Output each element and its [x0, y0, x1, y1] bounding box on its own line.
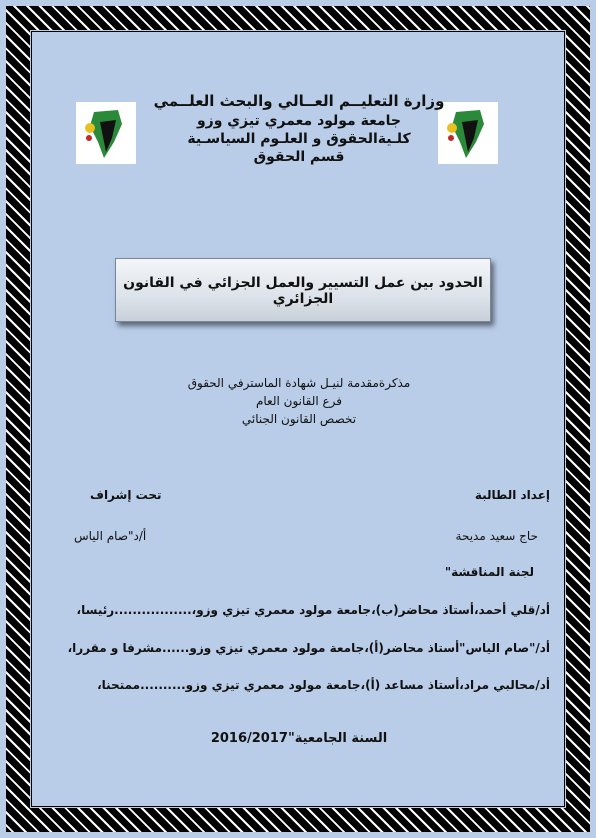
- supervisor-label: تحت إشراف: [90, 488, 162, 502]
- supervisor-name: أ/د"صام الياس: [74, 529, 147, 543]
- prepared-by-label: إعداد الطالبة: [474, 488, 550, 502]
- department-name: قسم الحقوق: [253, 149, 345, 165]
- committee-member: أد/قلي أحمد،أستاذ محاضر(ب)،جامعة مولود معمري تيزي وزو،.................رئيسا،: [76, 603, 550, 617]
- university-name: جامعة مولود معمري تيزي وزو: [196, 113, 402, 129]
- thesis-title: الحدود بين عمل التسيير والعمل الجزائي في القانون الجزائري: [123, 275, 483, 307]
- thesis-title-box: [115, 258, 491, 322]
- committee-label: لجنة المناقشة": [444, 565, 534, 579]
- student-name: حاج سعيد مديحة: [455, 529, 538, 543]
- academic-year: السنة الجامعية"2016/2017: [210, 731, 388, 746]
- subtitle-specialty: تخصص القانون الجنائي: [241, 412, 357, 426]
- committee-member: أد/"صام الياس"أستاذ محاضر(أ)،جامعة مولود معمري تيزي وزو......مشرفا و مقررا،: [67, 641, 550, 655]
- committee-member: أد/محالبي مراد،أستاذ مساعد (أ)،جامعة مولود معمري تيزي وزو..........ممتحنا،: [97, 678, 550, 692]
- ministry-name: وزارة التعليــم العــالي والبحث العلــمي: [153, 92, 445, 110]
- cover-page: [31, 31, 565, 807]
- faculty-name: كلـيةالحقوق و العلـوم السياسـية: [187, 131, 411, 147]
- subtitle-degree: مذكرةمقدمة لنيـل شهادة الماسترفي الحقوق: [187, 376, 411, 390]
- subtitle-branch: فرع القانون العام: [255, 394, 343, 408]
